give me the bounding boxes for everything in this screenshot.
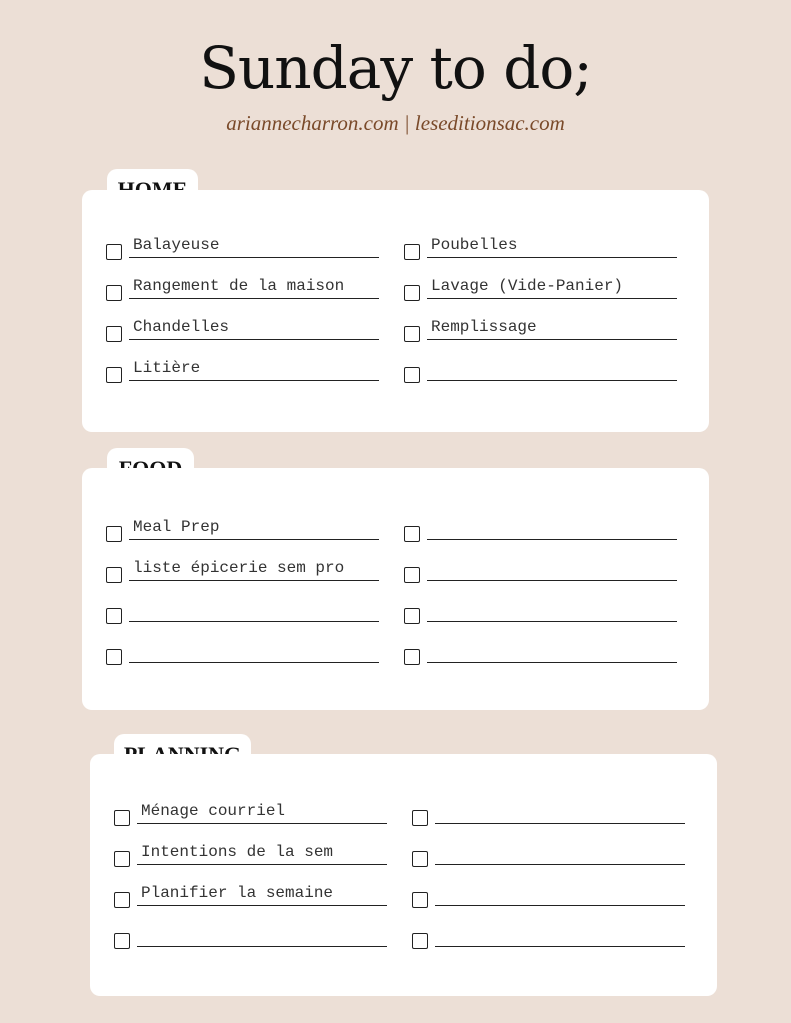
planning-item-right-2[interactable] [412, 839, 692, 869]
food-item-left-4[interactable] [106, 637, 386, 667]
task-text[interactable]: Rangement de la maison [129, 277, 379, 299]
checkbox[interactable] [106, 326, 122, 342]
checkbox[interactable] [404, 526, 420, 542]
planning-item-left-1[interactable] [114, 798, 394, 828]
page-title: Sunday to do; [199, 34, 592, 102]
planning-card [90, 754, 717, 996]
checkbox[interactable] [106, 567, 122, 583]
checkbox[interactable] [106, 608, 122, 624]
planning-item-left-2[interactable] [114, 839, 394, 869]
task-text[interactable] [435, 884, 685, 906]
checkbox[interactable] [114, 851, 130, 867]
task-text[interactable]: Meal Prep [129, 518, 379, 540]
task-text[interactable] [129, 600, 379, 622]
home-item-left-1[interactable] [106, 232, 386, 262]
checkbox[interactable] [404, 649, 420, 665]
checkbox[interactable] [404, 608, 420, 624]
task-text[interactable] [129, 641, 379, 663]
home-item-right-1[interactable] [404, 232, 684, 262]
food-item-right-1[interactable] [404, 514, 684, 544]
home-item-right-2[interactable] [404, 273, 684, 303]
planning-item-right-4[interactable] [412, 921, 692, 951]
checkbox[interactable] [114, 892, 130, 908]
task-text[interactable] [427, 641, 677, 663]
task-text[interactable] [427, 359, 677, 381]
checkbox[interactable] [404, 244, 420, 260]
home-item-left-4[interactable] [106, 355, 386, 385]
task-text[interactable] [435, 843, 685, 865]
checkbox[interactable] [106, 526, 122, 542]
task-text[interactable]: Lavage (Vide-Panier) [427, 277, 677, 299]
task-text[interactable]: Litière [129, 359, 379, 381]
task-text[interactable] [435, 925, 685, 947]
food-item-right-3[interactable] [404, 596, 684, 626]
checkbox[interactable] [114, 810, 130, 826]
home-item-left-3[interactable] [106, 314, 386, 344]
home-item-left-2[interactable] [106, 273, 386, 303]
food-card [82, 468, 709, 710]
checkbox[interactable] [106, 367, 122, 383]
task-text[interactable] [435, 802, 685, 824]
food-item-right-2[interactable] [404, 555, 684, 585]
food-item-left-2[interactable] [106, 555, 386, 585]
task-text[interactable] [137, 925, 387, 947]
checkbox[interactable] [404, 567, 420, 583]
task-text[interactable] [427, 559, 677, 581]
food-item-left-3[interactable] [106, 596, 386, 626]
home-item-right-3[interactable] [404, 314, 684, 344]
checkbox[interactable] [106, 649, 122, 665]
planning-item-right-3[interactable] [412, 880, 692, 910]
planning-item-left-4[interactable] [114, 921, 394, 951]
checkbox[interactable] [412, 810, 428, 826]
checkbox[interactable] [412, 892, 428, 908]
checkbox[interactable] [106, 244, 122, 260]
planning-item-right-1[interactable] [412, 798, 692, 828]
checkbox[interactable] [404, 326, 420, 342]
checkbox[interactable] [412, 933, 428, 949]
page-subtitle: ariannecharron.com | leseditionsac.com [226, 111, 565, 135]
home-card [82, 190, 709, 432]
planning-item-left-3[interactable] [114, 880, 394, 910]
task-text[interactable]: Balayeuse [129, 236, 379, 258]
checkbox[interactable] [114, 933, 130, 949]
task-text[interactable] [427, 518, 677, 540]
task-text[interactable]: Ménage courriel [137, 802, 387, 824]
task-text[interactable]: liste épicerie sem pro [129, 559, 379, 581]
task-text[interactable]: Poubelles [427, 236, 677, 258]
food-item-right-4[interactable] [404, 637, 684, 667]
task-text[interactable] [427, 600, 677, 622]
task-text[interactable]: Planifier la semaine [137, 884, 387, 906]
task-text[interactable]: Intentions de la sem [137, 843, 387, 865]
checkbox[interactable] [412, 851, 428, 867]
task-text[interactable]: Remplissage [427, 318, 677, 340]
home-item-right-4[interactable] [404, 355, 684, 385]
checkbox[interactable] [404, 367, 420, 383]
checkbox[interactable] [404, 285, 420, 301]
checkbox[interactable] [106, 285, 122, 301]
food-item-left-1[interactable] [106, 514, 386, 544]
task-text[interactable]: Chandelles [129, 318, 379, 340]
